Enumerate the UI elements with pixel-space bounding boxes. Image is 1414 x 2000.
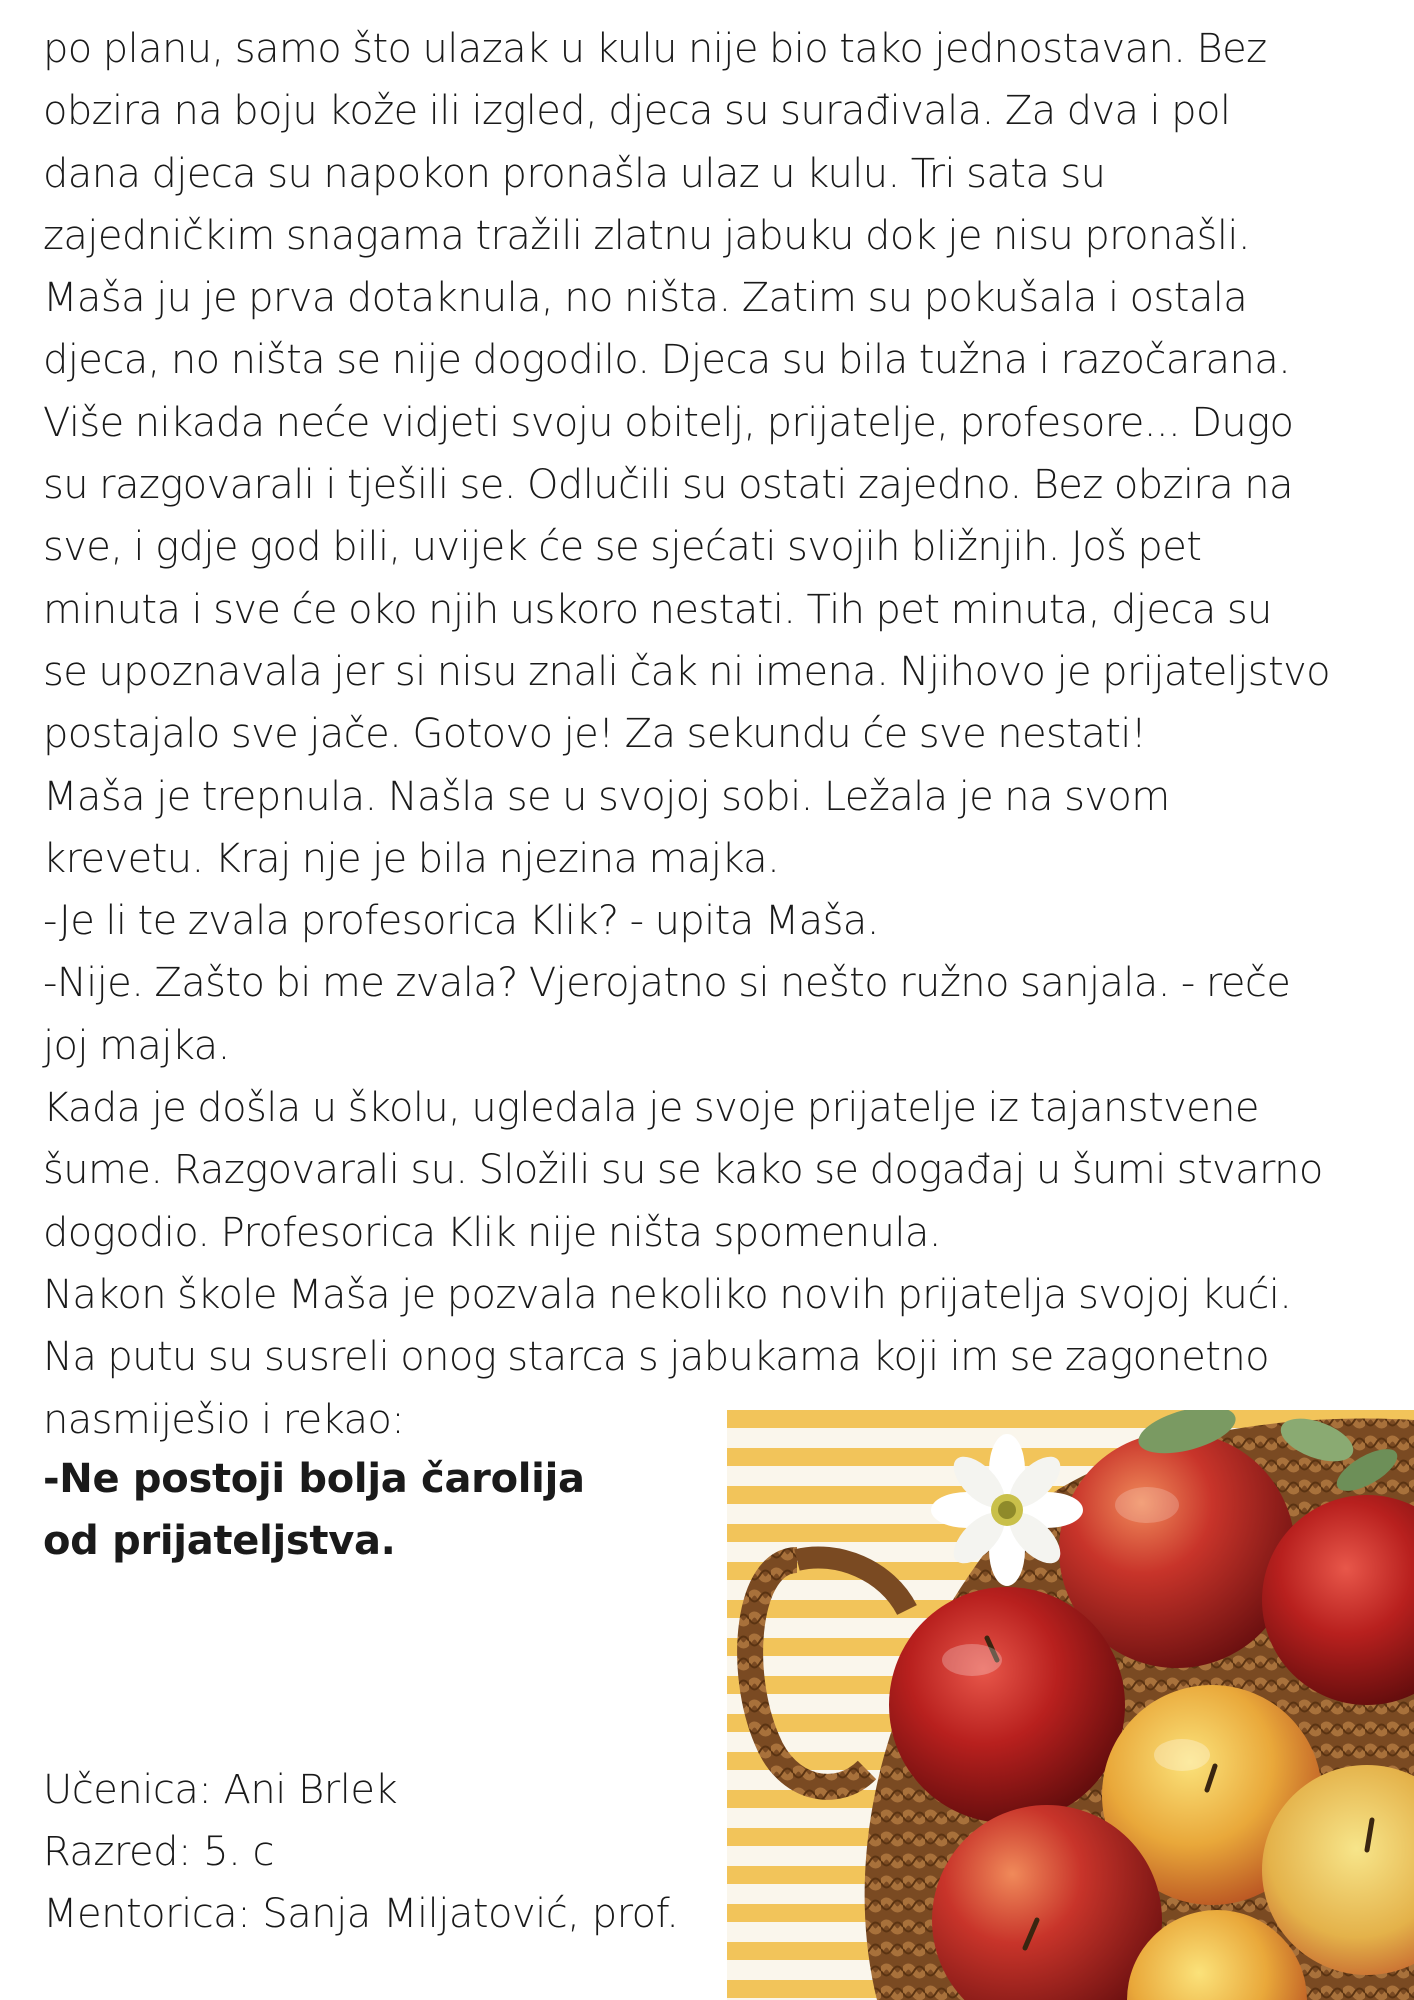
story-line: Maša ju je prva dotaknula, no ništa. Zatim su pokušala i ostala bbox=[43, 275, 1248, 322]
story-line: -Je li te zvala profesorica Klik? - upita Maša. bbox=[43, 898, 879, 945]
story-line: joj majka. bbox=[43, 1022, 230, 1069]
quote-line-1: -Ne postoji bolja čarolija bbox=[43, 1456, 585, 1502]
story-line: minuta i sve će oko njih uskoro nestati. Tih pet minuta, djeca su bbox=[43, 586, 1272, 633]
story-line: Više nikada neće vidjeti svoju obitelj, prijatelje, profesore... Dugo bbox=[43, 399, 1294, 446]
story-line: dana djeca su napokon pronašla ulaz u kulu. Tri sata su bbox=[43, 150, 1106, 197]
story-text bbox=[43, 18, 1383, 1451]
story-line: -Nije. Zašto bi me zvala? Vjerojatno si nešto ružno sanjala. - reče bbox=[43, 960, 1291, 1007]
story-line: šume. Razgovarali su. Složili su se kako se događaj u šumi stvarno bbox=[43, 1147, 1323, 1194]
grade-credit: Razred: 5. c bbox=[43, 1829, 275, 1875]
story-line: Kada je došla u školu, ugledala je svoje prijatelje iz tajanstvene bbox=[43, 1085, 1259, 1132]
student-credit: Učenica: Ani Brlek bbox=[43, 1767, 398, 1813]
story-line: Nakon škole Maša je pozvala nekoliko novih prijatelja svojoj kući. bbox=[43, 1271, 1292, 1318]
story-line: obzira na boju kože ili izgled, djeca su surađivala. Za dva i pol bbox=[43, 88, 1231, 135]
story-line: djeca, no ništa se nije dogodilo. Djeca su bila tužna i razočarana. bbox=[43, 337, 1291, 384]
quote-line-2: od prijateljstva. bbox=[43, 1518, 396, 1564]
story-line: postajalo sve jače. Gotovo je! Za sekundu će sve nestati! bbox=[43, 711, 1147, 758]
closing-quote bbox=[43, 1448, 585, 1572]
story-line: dogodio. Profesorica Klik nije ništa spomenula. bbox=[43, 1209, 941, 1256]
story-line: krevetu. Kraj nje je bila njezina majka. bbox=[43, 835, 780, 882]
credits bbox=[43, 1759, 679, 1945]
story-line: sve, i gdje god bili, uvijek će se sjećati svojih bližnjih. Još pet bbox=[43, 524, 1202, 571]
story-line: po planu, samo što ulazak u kulu nije bio tako jednostavan. Bez bbox=[43, 26, 1267, 72]
story-line: Maša je trepnula. Našla se u svojoj sobi. Ležala je na svom bbox=[43, 773, 1170, 820]
story-line: su razgovarali i tješili se. Odlučili su ostati zajedno. Bez obzira na bbox=[43, 462, 1293, 509]
apple-basket-photo bbox=[727, 1410, 1414, 2000]
story-line: nasmiješio i rekao: bbox=[43, 1396, 405, 1443]
story-line: se upoznavala jer si nisu znali čak ni imena. Njihovo je prijateljstvo bbox=[43, 648, 1331, 695]
story-line: zajedničkim snagama tražili zlatnu jabuku dok je nisu pronašli. bbox=[43, 212, 1251, 259]
mentor-credit: Mentorica: Sanja Miljatović, prof. bbox=[43, 1891, 679, 1937]
story-line: Na putu su susreli onog starca s jabukama koji im se zagonetno bbox=[43, 1334, 1269, 1381]
